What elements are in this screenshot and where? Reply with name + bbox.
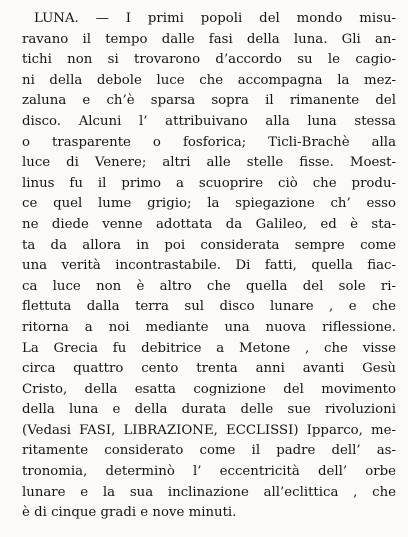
text-line: ce quel lume grigio; la spiegazione ch’ esso <box>22 196 396 212</box>
text-line: (Vedasi FASI, LIBRAZIONE, ECCLISSI) Ipparco, me- <box>22 422 396 438</box>
text-line: ritorna a noi mediante una nuova riflessione. <box>22 319 396 335</box>
text-line: ritamente considerato come il padre dell’ as- <box>22 443 396 459</box>
text-line: ni della debole luce che accompagna la mez- <box>22 72 396 88</box>
text-line: zaluna e ch’è sparsa sopra il rimanente del <box>22 93 396 109</box>
text-line: La Grecia fu debitrice a Metone , che visse <box>22 340 396 356</box>
text-line: ravano il tempo dalle fasi della luna. Gli an- <box>22 31 396 47</box>
text-line: tronomia, determinò l’ eccentricità dell’ orbe <box>22 464 396 480</box>
text-line: ta da allora in poi considerata sempre come <box>22 237 396 253</box>
text-line: è di cinque gradi e nove minuti. <box>22 505 237 521</box>
text-line: disco. Alcuni l’ attribuivano alla luna stessa <box>22 113 396 129</box>
text-line: ne diede venne adottata da Galileo, ed è sta- <box>22 216 396 232</box>
text-line: Cristo, della esatta cognizione del movimento <box>22 381 396 397</box>
text-line: una verità incontrastabile. Di fatti, quella fiac- <box>22 258 396 274</box>
text-line: flettuta dalla terra sul disco lunare , e che <box>22 299 396 315</box>
text-line: lunare e la sua inclinazione all’eclittica , che <box>22 484 396 500</box>
text-line: ca luce non è altro che quella del sole ri- <box>22 278 396 294</box>
text-line: luce di Venere; altri alle stelle fisse. Moest- <box>22 155 396 171</box>
text-line: LUNA. — I primi popoli del mondo misu- <box>34 11 396 26</box>
text-line: o trasparente o fosforica; Ticli-Brachè alla <box>22 134 396 150</box>
text-line: tichi non si trovarono d’accordo su le cagio- <box>22 52 396 68</box>
text-line: circa quattro cento trenta anni avanti Gesù <box>22 361 396 377</box>
text-line: della luna e della durata delle sue rivoluzioni <box>22 402 396 418</box>
article-body <box>22 9 396 524</box>
text-line: linus fu il primo a scuoprire ciò che produ- <box>22 175 396 191</box>
